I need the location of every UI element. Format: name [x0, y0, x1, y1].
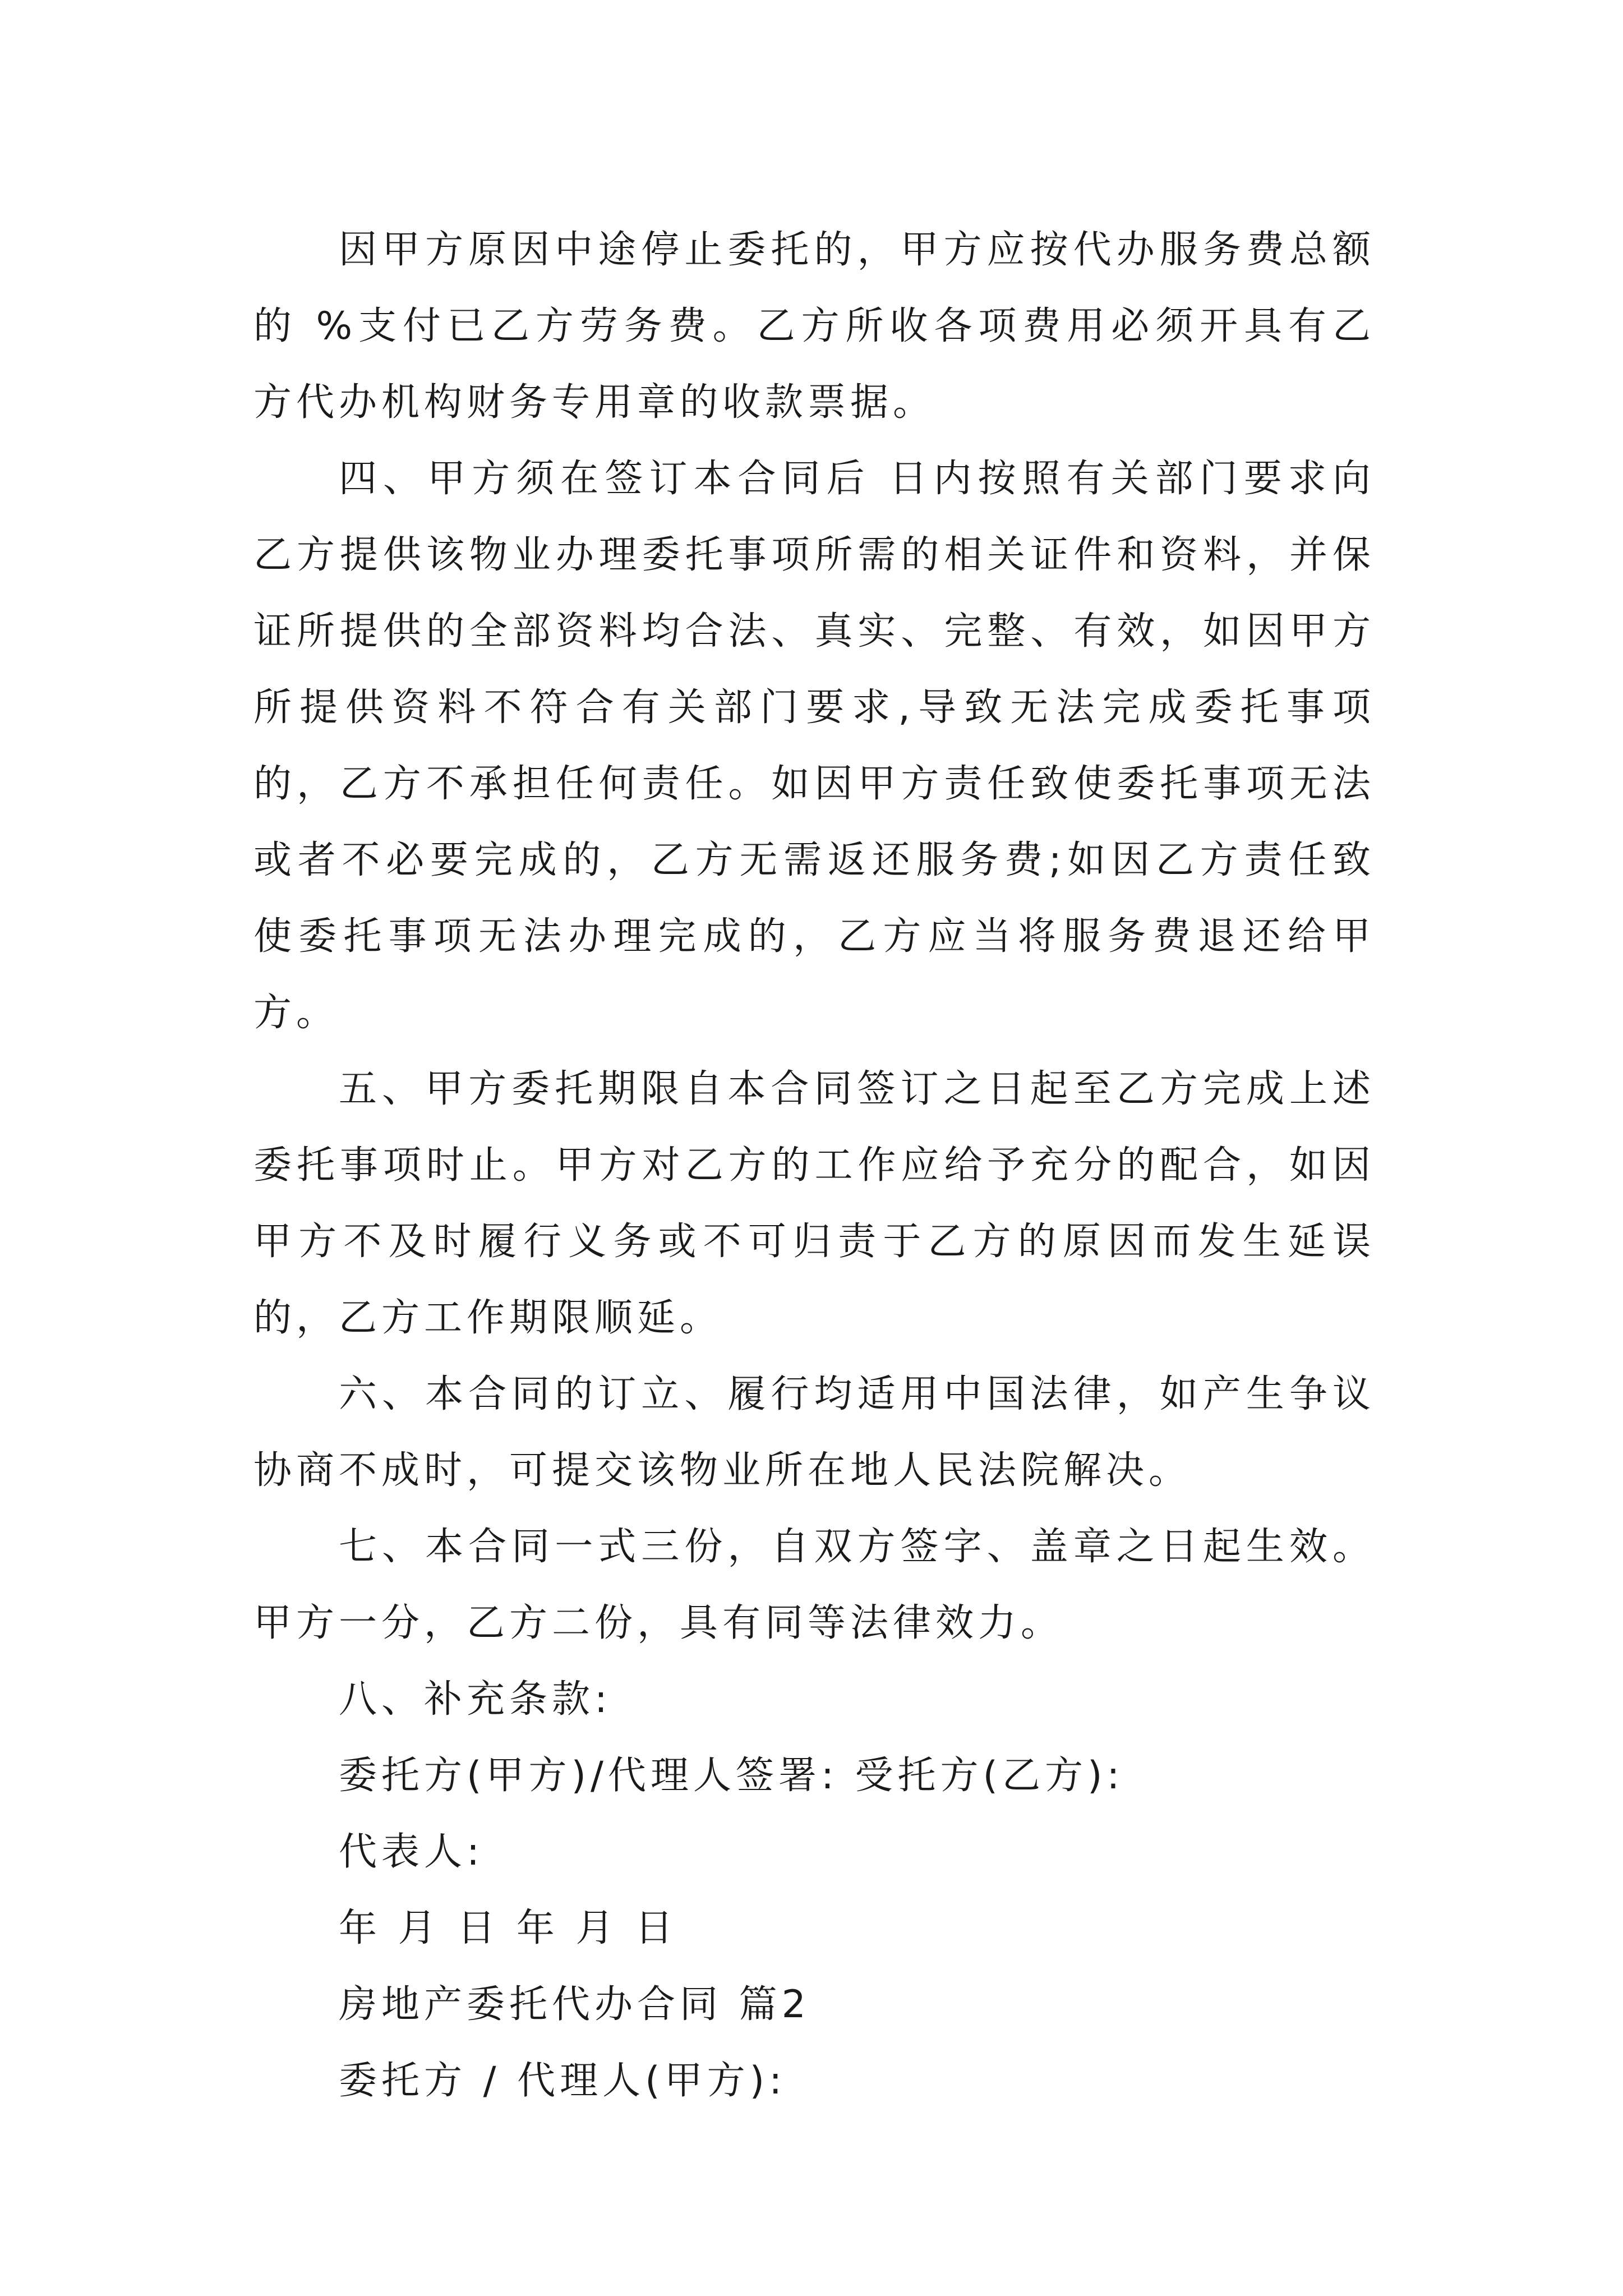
document-body	[253, 212, 1375, 2119]
paragraph-clause-6: 六、本合同的订立、履行均适用中国法律，如产生争议协商不成时，可提交该物业所在地人民法院解决。	[253, 1372, 1375, 1493]
paragraph-clause-7: 七、本合同一式三份，自双方签字、盖章之日起生效。甲方一分，乙方二份，具有同等法律效力。	[253, 1525, 1375, 1645]
supplementary-terms-heading: 八、补充条款:	[339, 1677, 612, 1722]
paragraph-clause-5: 五、甲方委托期限自本合同签订之日起至乙方完成上述委托事项时止。甲方对乙方的工作应给予充分的配合，如因甲方不及时履行义务或不可归责于乙方的原因而发生延误的，乙方工作期限顺延。	[253, 1067, 1375, 1340]
principal-party-line: 委托方 / 代理人(甲方):	[339, 2059, 787, 2103]
date-line: 年 月 日 年 月 日	[339, 1906, 678, 1950]
signature-parties-line: 委托方(甲方)/代理人签署: 受托方(乙方):	[339, 1754, 1124, 1798]
section-title-contract-2: 房地产委托代办合同 篇2	[339, 1982, 810, 2027]
paragraph-fee-termination: 因甲方原因中途停止委托的，甲方应按代办服务费总额的 %支付已乙方劳务费。乙方所收各项费用必须开具有乙方代办机构财务专用章的收款票据。	[253, 228, 1375, 425]
paragraph-clause-4: 四、甲方须在签订本合同后 日内按照有关部门要求向乙方提供该物业办理委托事项所需的相关证件和资料，并保证所提供的全部资料均合法、真实、完整、有效，如因甲方所提供资料不符合有关部门要求,导致无法完成委托事项的，乙方不承担任何责任。如因甲方责任致使委托事项无法或者不必要完成的，乙方无需返还服务费;如因乙方责任致使委托事项无法办理完成的，乙方应当将服务费退还给甲方。	[253, 457, 1375, 1035]
representative-line: 代表人:	[339, 1830, 484, 1874]
